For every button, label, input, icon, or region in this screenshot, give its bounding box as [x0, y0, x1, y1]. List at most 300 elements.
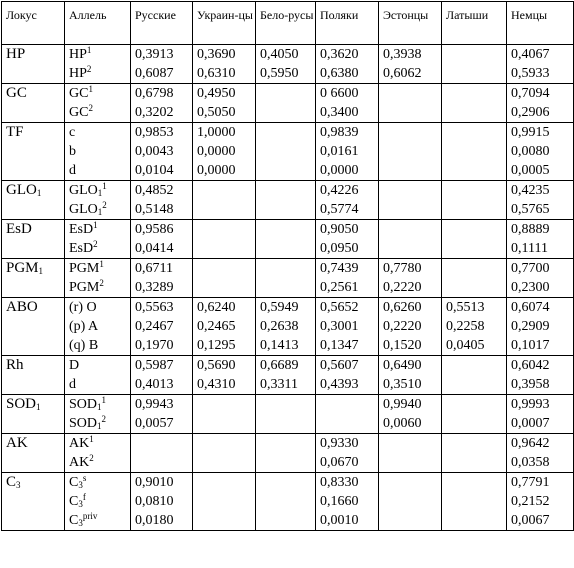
label-superscript: 2	[89, 453, 94, 463]
frequency-value: 0,9993	[511, 397, 550, 412]
frequency-value: 0,9642	[511, 436, 550, 451]
frequency-value: 0,7700	[511, 261, 550, 276]
label-base: GC	[69, 105, 89, 120]
allele-label	[69, 84, 130, 103]
label-base: GC	[6, 85, 27, 101]
freq-cell-russians	[131, 259, 193, 298]
frequency-value: 0,5513	[446, 300, 485, 315]
freq-cell-latvians	[442, 220, 507, 259]
frequency-value: 0,4050	[260, 47, 299, 62]
table-row	[2, 181, 574, 220]
freq-cell-estonians	[379, 220, 442, 259]
freq-cell-germans	[507, 123, 574, 181]
label-subscript: 1	[36, 188, 42, 198]
frequency-value: 0,1413	[260, 338, 299, 353]
label-subscript: 3	[78, 518, 83, 528]
frequency-value: 0,4950	[197, 86, 236, 101]
frequency-value: 0,0005	[511, 163, 550, 178]
allele-cell	[65, 434, 131, 473]
frequency-value: 0,5765	[511, 202, 550, 217]
frequency-value: 0,3311	[260, 377, 298, 392]
freq-cell-russians	[131, 298, 193, 356]
frequency-value: 0,0000	[320, 163, 359, 178]
label-subscript: 1	[97, 188, 103, 198]
allele-label	[69, 161, 130, 180]
freq-cell-russians	[131, 45, 193, 84]
label-base: GC	[69, 86, 89, 101]
frequency-value: 0,2220	[383, 319, 422, 334]
allele-label	[69, 259, 130, 278]
label-base: PGM	[69, 280, 100, 295]
allele-label	[69, 453, 130, 472]
frequency-value: 0,4235	[511, 183, 550, 198]
allele-frequency-table	[1, 1, 574, 531]
label-superscript: 2	[88, 103, 93, 113]
locus-cell	[2, 45, 65, 84]
frequency-value: 0,2638	[260, 319, 299, 334]
label-base: Rh	[6, 357, 24, 373]
freq-cell-latvians	[442, 356, 507, 395]
frequency-value: 0,2152	[511, 494, 550, 509]
freq-cell-ukrainians	[193, 220, 256, 259]
label-base: (r) O	[69, 300, 97, 315]
freq-cell-ukrainians	[193, 123, 256, 181]
freq-cell-ukrainians	[193, 356, 256, 395]
label-base: C	[69, 475, 79, 490]
freq-cell-belarusians	[256, 181, 316, 220]
label-base: AK	[69, 436, 90, 451]
label-base: TF	[6, 124, 24, 140]
frequency-value: 0,0358	[511, 455, 550, 470]
allele-label	[69, 317, 130, 336]
freq-cell-latvians	[442, 259, 507, 298]
freq-cell-latvians	[442, 395, 507, 434]
allele-label	[69, 356, 130, 375]
frequency-value: 0,6240	[197, 300, 236, 315]
allele-label	[69, 200, 130, 219]
label-base: HP	[6, 46, 26, 62]
frequency-value: 0,9940	[383, 397, 422, 412]
allele-label	[69, 492, 130, 511]
label-superscript: 2	[99, 278, 104, 288]
frequency-value: 0,2258	[446, 319, 485, 334]
header-latvians: Латыши	[442, 2, 507, 45]
allele-label	[69, 64, 130, 83]
label-base: SOD	[6, 396, 37, 412]
label-base: PGM	[6, 260, 39, 276]
header-locus: Локус	[2, 2, 65, 45]
freq-cell-estonians	[379, 259, 442, 298]
frequency-value: 0,6062	[383, 66, 422, 81]
frequency-value: 0,0010	[320, 513, 359, 528]
freq-cell-russians	[131, 434, 193, 473]
frequency-value: 0,0950	[320, 241, 359, 256]
freq-cell-germans	[507, 181, 574, 220]
label-superscript: 1	[89, 434, 94, 444]
frequency-value: 0,9330	[320, 436, 359, 451]
freq-cell-germans	[507, 84, 574, 123]
freq-cell-russians	[131, 473, 193, 531]
frequency-value: 0,6310	[197, 66, 236, 81]
label-superscript: 2	[101, 414, 107, 424]
label-base: HP	[69, 66, 87, 81]
freq-cell-estonians	[379, 395, 442, 434]
table-row	[2, 356, 574, 395]
freq-cell-estonians	[379, 298, 442, 356]
locus-cell	[2, 220, 65, 259]
allele-label	[69, 414, 130, 433]
freq-cell-belarusians	[256, 298, 316, 356]
frequency-value: 0,3620	[320, 47, 359, 62]
frequency-value: 0,0414	[135, 241, 174, 256]
allele-label	[69, 123, 130, 142]
label-base: d	[69, 163, 76, 178]
locus-cell	[2, 181, 65, 220]
freq-cell-ukrainians	[193, 473, 256, 531]
label-subscript: 1	[36, 402, 41, 412]
label-base: EsD	[6, 221, 32, 237]
frequency-value: 0,2465	[197, 319, 236, 334]
header-row	[2, 2, 574, 45]
label-superscript: f	[82, 492, 86, 502]
table-row	[2, 45, 574, 84]
label-base: AK	[69, 455, 90, 470]
label-base: b	[69, 144, 76, 159]
frequency-value: 0,1295	[197, 338, 236, 353]
allele-cell	[65, 181, 131, 220]
freq-cell-russians	[131, 395, 193, 434]
allele-label	[69, 298, 130, 317]
label-base: c	[69, 125, 76, 140]
label-superscript: 1	[93, 220, 98, 230]
label-superscript: 1	[99, 259, 104, 269]
label-subscript: 3	[16, 480, 21, 490]
table-row	[2, 473, 574, 531]
label-superscript: 1	[102, 181, 107, 191]
frequency-value: 0,2220	[383, 280, 422, 295]
frequency-value: 0,5690	[197, 358, 236, 373]
allele-cell	[65, 84, 131, 123]
allele-label	[69, 45, 130, 64]
locus-cell	[2, 434, 65, 473]
frequency-value: 0,4852	[135, 183, 174, 198]
frequency-value: 0,3510	[383, 377, 422, 392]
frequency-value: 0,3958	[511, 377, 550, 392]
freq-cell-germans	[507, 45, 574, 84]
freq-cell-latvians	[442, 434, 507, 473]
allele-label	[69, 103, 130, 122]
frequency-value: 0,1970	[135, 338, 174, 353]
frequency-value: 0,0080	[511, 144, 550, 159]
frequency-value: 0,5933	[511, 66, 550, 81]
freq-cell-poles	[316, 45, 379, 84]
locus-cell	[2, 84, 65, 123]
frequency-value: 0,2467	[135, 319, 174, 334]
frequency-value: 0,5774	[320, 202, 359, 217]
label-subscript: 1	[97, 207, 103, 217]
label-superscript: s	[82, 473, 87, 483]
frequency-value: 0,9943	[135, 397, 174, 412]
frequency-value: 0,6074	[511, 300, 550, 315]
frequency-value: 0,0043	[135, 144, 174, 159]
label-superscript: 1	[86, 45, 92, 55]
freq-cell-estonians	[379, 84, 442, 123]
frequency-value: 0,6380	[320, 66, 359, 81]
freq-cell-poles	[316, 220, 379, 259]
frequency-value: 0,3202	[135, 105, 174, 120]
freq-cell-poles	[316, 123, 379, 181]
allele-label	[69, 181, 130, 200]
freq-cell-ukrainians	[193, 45, 256, 84]
label-base: HP	[69, 47, 87, 62]
freq-cell-poles	[316, 84, 379, 123]
freq-cell-poles	[316, 434, 379, 473]
freq-cell-belarusians	[256, 473, 316, 531]
frequency-value: 0,0060	[383, 416, 422, 431]
frequency-value: 0,3690	[197, 47, 236, 62]
frequency-value: 0,5148	[135, 202, 174, 217]
frequency-value: 0,0057	[135, 416, 174, 431]
frequency-value: 0,0007	[511, 416, 550, 431]
header-allele: Аллель	[65, 2, 131, 45]
label-base: GLO	[69, 183, 98, 198]
label-base: d	[69, 377, 76, 392]
allele-label	[69, 511, 130, 530]
table-row	[2, 123, 574, 181]
freq-cell-russians	[131, 84, 193, 123]
freq-cell-ukrainians	[193, 298, 256, 356]
freq-cell-poles	[316, 356, 379, 395]
frequency-value: 0,2300	[511, 280, 550, 295]
freq-cell-germans	[507, 220, 574, 259]
freq-cell-germans	[507, 473, 574, 531]
frequency-value: 0,4310	[197, 377, 236, 392]
frequency-value: 0,2561	[320, 280, 359, 295]
freq-cell-russians	[131, 123, 193, 181]
locus-cell	[2, 259, 65, 298]
frequency-value: 0,5050	[197, 105, 236, 120]
frequency-value: 1,0000	[197, 125, 236, 140]
frequency-value: 0,6490	[383, 358, 422, 373]
allele-cell	[65, 298, 131, 356]
frequency-value: 0,3001	[320, 319, 359, 334]
frequency-value: 0,5652	[320, 300, 359, 315]
header-belarusians: Бело-русы	[256, 2, 316, 45]
freq-cell-belarusians	[256, 123, 316, 181]
locus-cell	[2, 356, 65, 395]
allele-label	[69, 375, 130, 394]
allele-cell	[65, 259, 131, 298]
freq-cell-germans	[507, 356, 574, 395]
frequency-value: 0,7439	[320, 261, 359, 276]
frequency-value: 0,9915	[511, 125, 550, 140]
freq-cell-belarusians	[256, 395, 316, 434]
label-superscript: 1	[88, 84, 93, 94]
freq-cell-belarusians	[256, 220, 316, 259]
freq-cell-russians	[131, 356, 193, 395]
frequency-value: 0,9586	[135, 222, 174, 237]
freq-cell-ukrainians	[193, 395, 256, 434]
label-base: EsD	[69, 241, 94, 256]
frequency-value: 0,5950	[260, 66, 299, 81]
freq-cell-belarusians	[256, 45, 316, 84]
frequency-value: 0,7094	[511, 86, 550, 101]
label-base: AK	[6, 435, 28, 451]
freq-cell-belarusians	[256, 259, 316, 298]
frequency-value: 0,1347	[320, 338, 359, 353]
table-row	[2, 84, 574, 123]
table-row	[2, 220, 574, 259]
label-base: SOD	[69, 397, 98, 412]
locus-cell	[2, 395, 65, 434]
label-base: SOD	[69, 416, 98, 431]
frequency-value: 0,0000	[197, 144, 236, 159]
allele-label	[69, 142, 130, 161]
frequency-value: 0,5607	[320, 358, 359, 373]
freq-cell-poles	[316, 395, 379, 434]
frequency-value: 0,5563	[135, 300, 174, 315]
label-subscript: 3	[78, 499, 83, 509]
allele-label	[69, 239, 130, 258]
label-base: C	[69, 513, 79, 528]
frequency-value: 0,1520	[383, 338, 422, 353]
frequency-value: 0,4013	[135, 377, 174, 392]
allele-label	[69, 395, 130, 414]
freq-cell-estonians	[379, 181, 442, 220]
frequency-value: 0,0104	[135, 163, 174, 178]
label-base: PGM	[69, 261, 100, 276]
frequency-value: 0,0000	[197, 163, 236, 178]
frequency-value: 0,0405	[446, 338, 485, 353]
frequency-value: 0,0161	[320, 144, 359, 159]
label-subscript: 3	[78, 480, 83, 490]
freq-cell-poles	[316, 298, 379, 356]
frequency-value: 0,5987	[135, 358, 174, 373]
allele-label	[69, 434, 130, 453]
frequency-value: 0,6689	[260, 358, 299, 373]
freq-cell-belarusians	[256, 356, 316, 395]
freq-cell-ukrainians	[193, 259, 256, 298]
allele-cell	[65, 356, 131, 395]
frequency-value: 0,0067	[511, 513, 550, 528]
label-base: (q) B	[69, 338, 99, 353]
freq-cell-latvians	[442, 298, 507, 356]
frequency-value: 0,2909	[511, 319, 550, 334]
frequency-value: 0,4226	[320, 183, 359, 198]
locus-cell	[2, 473, 65, 531]
frequency-value: 0,0810	[135, 494, 174, 509]
frequency-value: 0,4393	[320, 377, 359, 392]
freq-cell-ukrainians	[193, 434, 256, 473]
freq-cell-germans	[507, 434, 574, 473]
frequency-value: 0,1111	[511, 241, 548, 256]
label-superscript: 2	[102, 200, 107, 210]
freq-cell-russians	[131, 220, 193, 259]
frequency-value: 0,4067	[511, 47, 550, 62]
frequency-value: 0,0180	[135, 513, 174, 528]
freq-cell-ukrainians	[193, 181, 256, 220]
frequency-value: 0,9050	[320, 222, 359, 237]
label-base: (p) A	[69, 319, 99, 334]
frequency-value: 0,3400	[320, 105, 359, 120]
frequency-value: 0,6711	[135, 261, 173, 276]
frequency-value: 0,5949	[260, 300, 299, 315]
label-base: EsD	[69, 222, 94, 237]
label-base: C	[69, 494, 79, 509]
header-ukrainians: Украин-цы	[193, 2, 256, 45]
freq-cell-estonians	[379, 123, 442, 181]
label-subscript: 1	[97, 402, 102, 412]
frequency-value: 0,6260	[383, 300, 422, 315]
frequency-value: 0,7791	[511, 475, 550, 490]
frequency-value: 0,6087	[135, 66, 174, 81]
label-superscript: priv	[82, 511, 98, 521]
label-subscript: 1	[38, 266, 44, 276]
frequency-value: 0,1660	[320, 494, 359, 509]
label-superscript: 2	[93, 239, 98, 249]
freq-cell-estonians	[379, 356, 442, 395]
table-row	[2, 395, 574, 434]
frequency-value: 0,7780	[383, 261, 422, 276]
frequency-value: 0,6798	[135, 86, 174, 101]
frequency-value: 0,1017	[511, 338, 550, 353]
freq-cell-belarusians	[256, 434, 316, 473]
frequency-value: 0,0670	[320, 455, 359, 470]
allele-label	[69, 336, 130, 355]
allele-label	[69, 473, 130, 492]
frequency-value: 0,9853	[135, 125, 174, 140]
freq-cell-germans	[507, 298, 574, 356]
label-base: D	[69, 358, 80, 373]
freq-cell-germans	[507, 395, 574, 434]
freq-cell-latvians	[442, 473, 507, 531]
freq-cell-poles	[316, 473, 379, 531]
locus-cell	[2, 298, 65, 356]
label-superscript: 2	[86, 64, 92, 74]
frequency-value: 0,2906	[511, 105, 550, 120]
table-row	[2, 298, 574, 356]
freq-cell-poles	[316, 181, 379, 220]
allele-label	[69, 220, 130, 239]
allele-cell	[65, 45, 131, 84]
freq-cell-latvians	[442, 45, 507, 84]
frequency-value: 0,3938	[383, 47, 422, 62]
frequency-value: 0,3289	[135, 280, 174, 295]
frequency-value: 0,3913	[135, 47, 174, 62]
label-base: GLO	[69, 202, 98, 217]
allele-cell	[65, 473, 131, 531]
allele-cell	[65, 123, 131, 181]
freq-cell-russians	[131, 181, 193, 220]
frequency-value: 0,6042	[511, 358, 550, 373]
locus-cell	[2, 123, 65, 181]
frequency-value: 0,9839	[320, 125, 359, 140]
label-superscript: 1	[101, 395, 107, 405]
frequency-value: 0,9010	[135, 475, 174, 490]
freq-cell-ukrainians	[193, 84, 256, 123]
header-poles: Поляки	[316, 2, 379, 45]
allele-cell	[65, 220, 131, 259]
freq-cell-estonians	[379, 473, 442, 531]
allele-label	[69, 278, 130, 297]
frequency-value: 0,8889	[511, 222, 550, 237]
freq-cell-latvians	[442, 84, 507, 123]
label-base: ABO	[6, 299, 38, 315]
frequency-value: 0 6600	[320, 86, 359, 101]
label-base: GLO	[6, 182, 37, 198]
table-row	[2, 259, 574, 298]
freq-cell-latvians	[442, 181, 507, 220]
